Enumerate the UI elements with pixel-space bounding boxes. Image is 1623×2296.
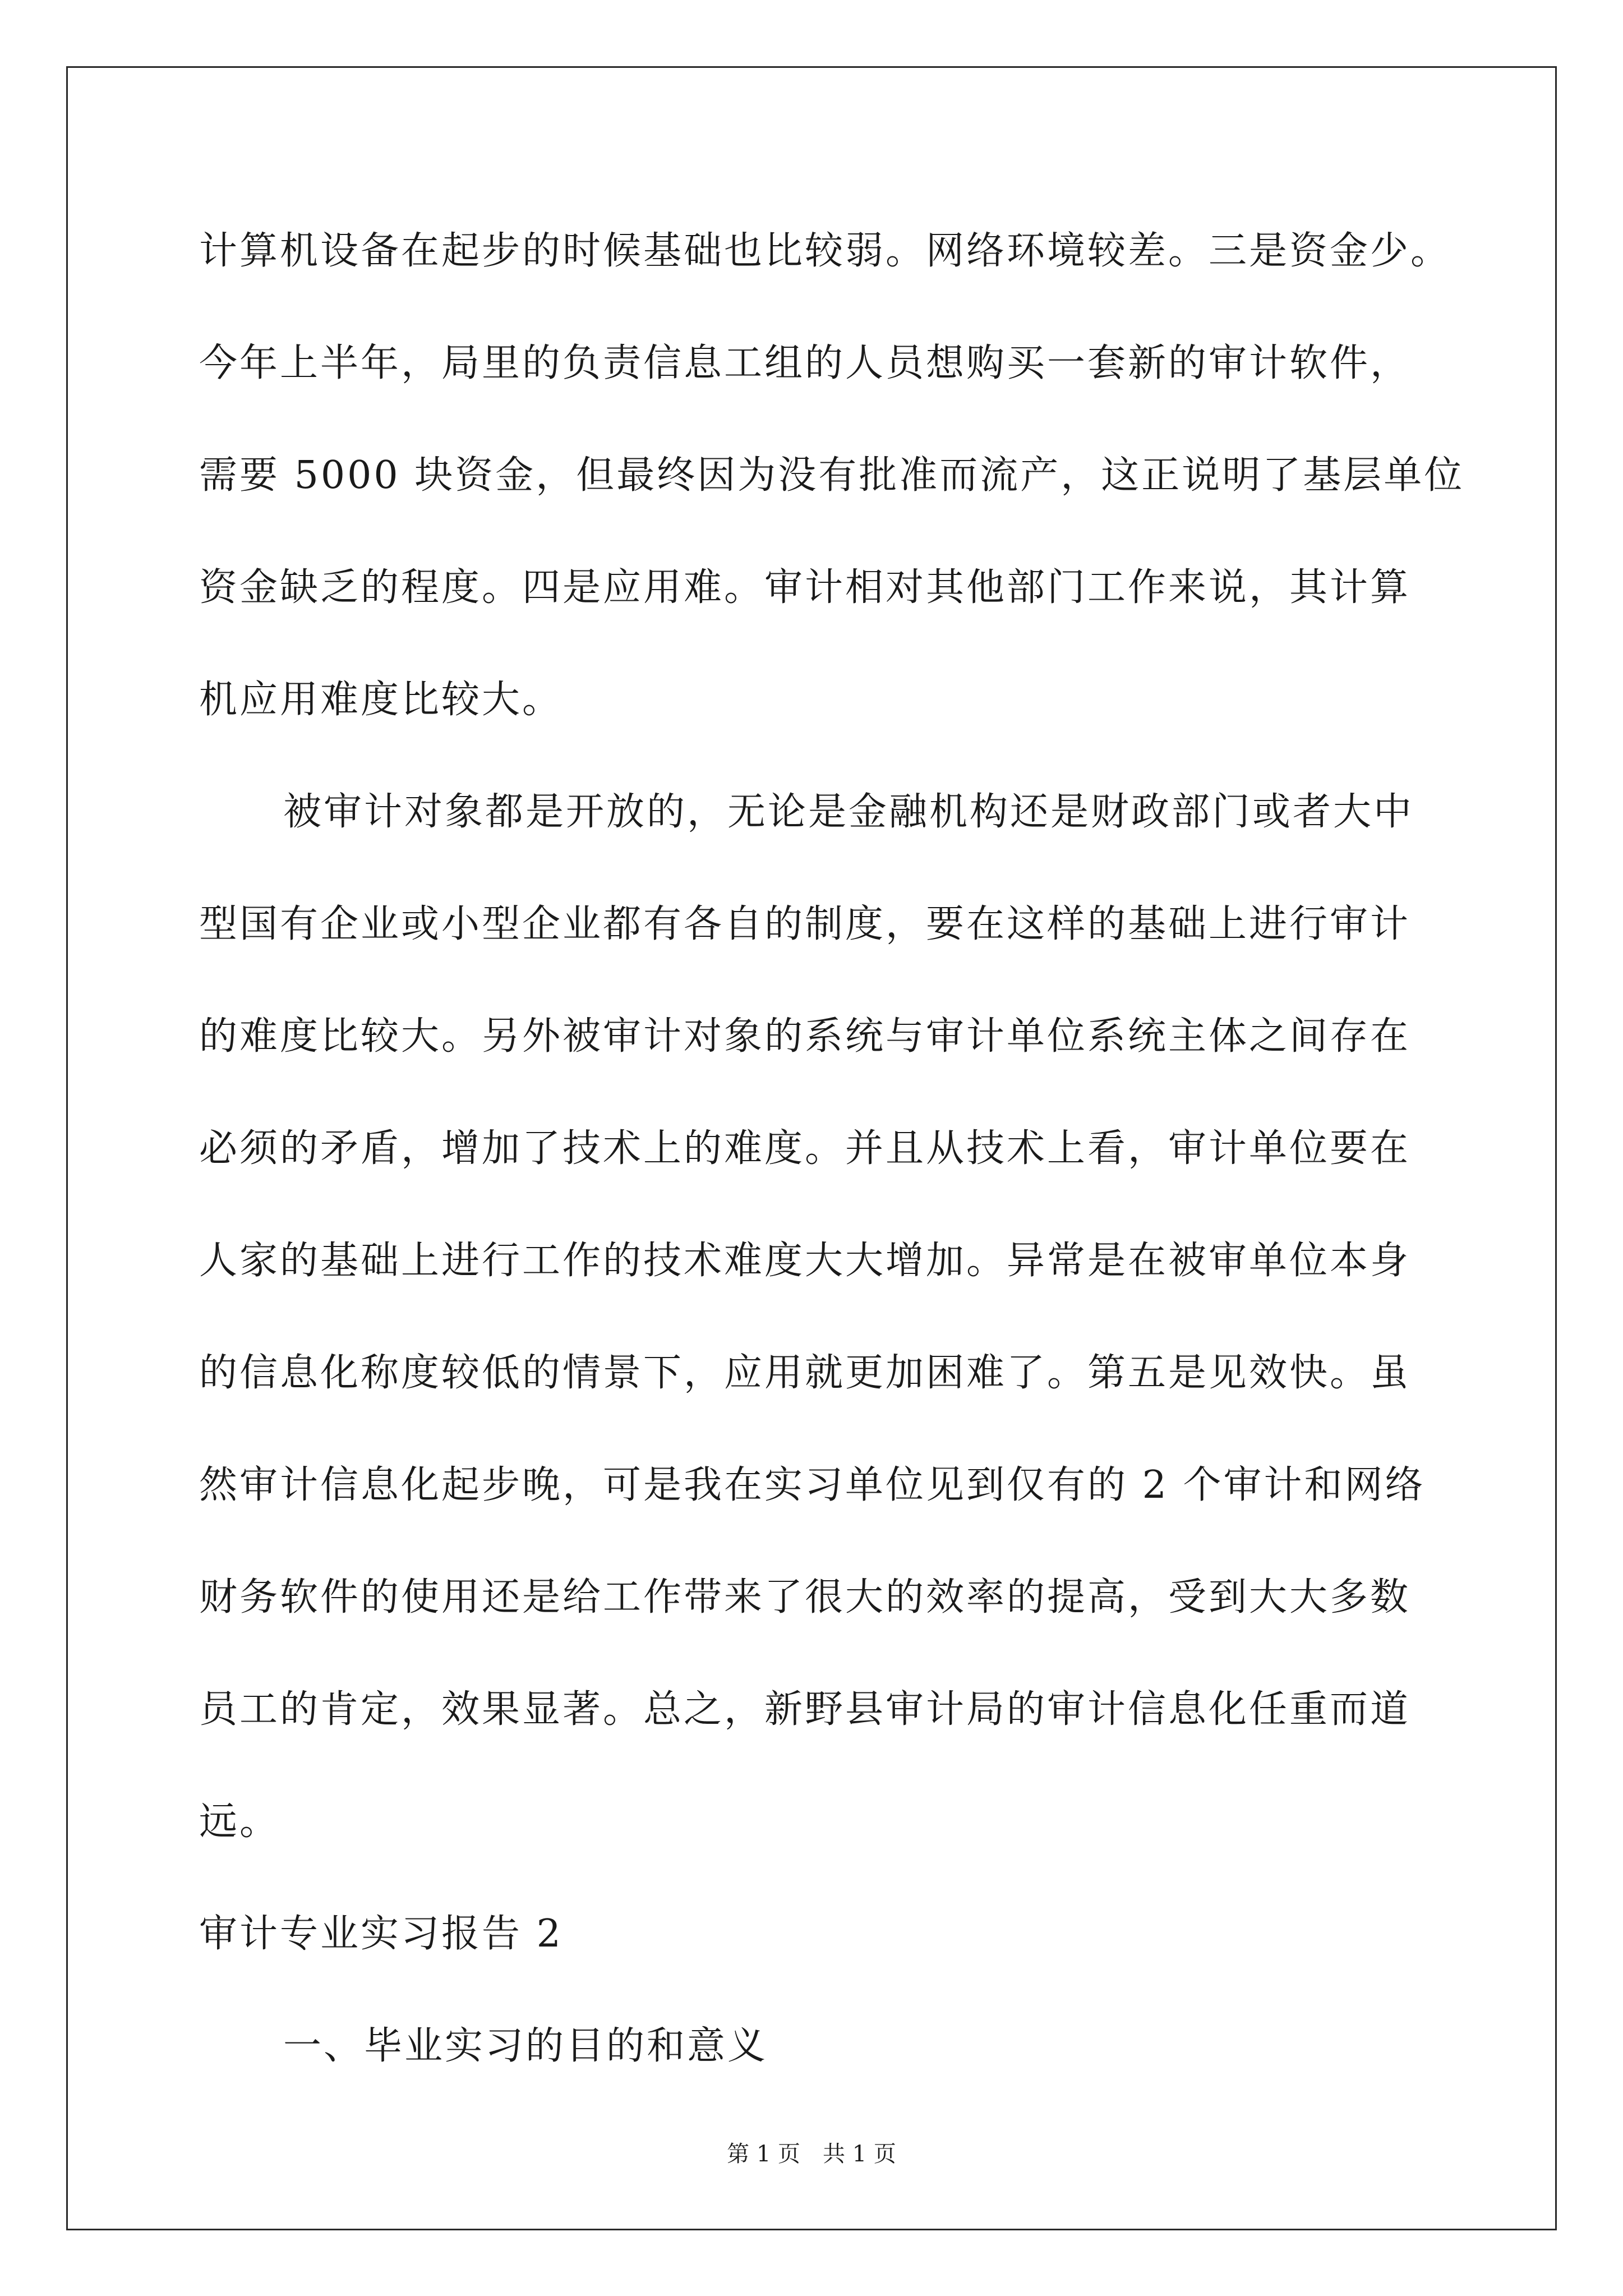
text-line: 员工的肯定，效果显著。总之，新野县审计局的审计信息化任重而道 <box>199 1687 1411 1732</box>
text-line: 今年上半年，局里的负责信息工组的人员想购买一套新的审计软件， <box>199 341 1411 385</box>
text-line: 机应用难度比较大。 <box>199 678 563 722</box>
section-title: 审计专业实习报告 2 <box>199 1912 563 1956</box>
text-line: 的信息化称度较低的情景下，应用就更加困难了。第五是见效快。虽 <box>199 1351 1411 1395</box>
text-line: 财务软件的使用还是给工作带来了很大的效率的提高，受到大大多数 <box>199 1575 1411 1619</box>
text-line: 型国有企业或小型企业都有各自的制度，要在这样的基础上进行审计 <box>199 902 1411 946</box>
text-line: 计算机设备在起步的时候基础也比较弱。网络环境较差。三是资金少。 <box>199 229 1451 273</box>
text-line: 需要 5000 块资金，但最终因为没有批准而流产，这正说明了基层单位 <box>199 453 1465 498</box>
document-body <box>199 195 1465 2102</box>
text-line: 必须的矛盾，增加了技术上的难度。并且从技术上看，审计单位要在 <box>199 1126 1411 1171</box>
text-line: 然审计信息化起步晚，可是我在实习单位见到仅有的 2 个审计和网络 <box>199 1463 1426 1507</box>
text-line: 远。 <box>199 1800 280 1844</box>
text-line: 的难度比较大。另外被审计对象的系统与审计单位系统主体之间存在 <box>199 1014 1411 1059</box>
text-line: 人家的基础上进行工作的技术难度大大增加。异常是在被审单位本身 <box>199 1239 1411 1283</box>
paragraph-start-line: 被审计对象都是开放的，无论是金融机构还是财政部门或者大中 <box>283 790 1414 834</box>
page-number: 第 1 页 共 1 页 <box>727 2141 896 2167</box>
section-heading: 一、毕业实习的目的和意义 <box>283 2024 768 2068</box>
text-line: 资金缺乏的程度。四是应用难。审计相对其他部门工作来说，其计算 <box>199 565 1411 610</box>
